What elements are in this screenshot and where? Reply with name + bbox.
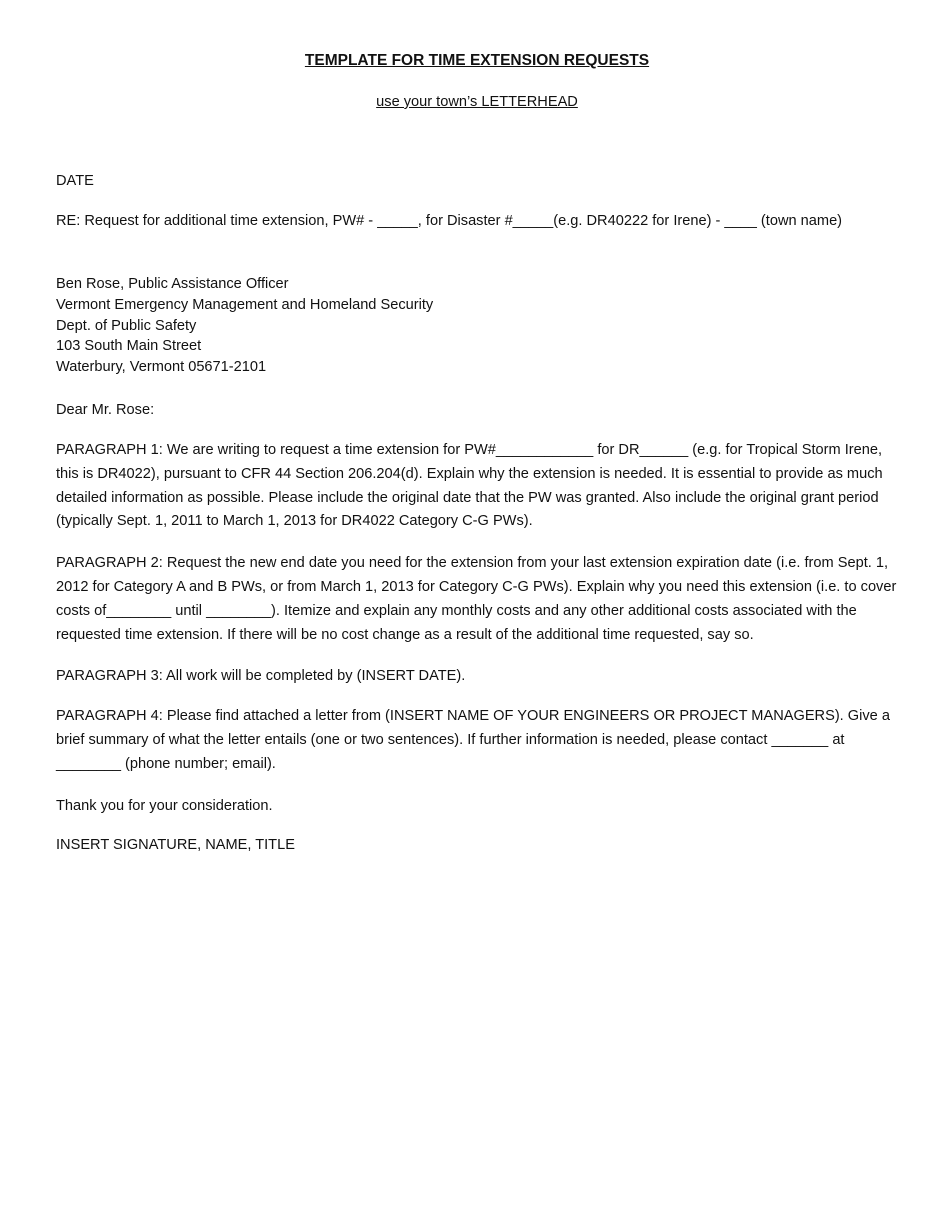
address-line: Waterbury, Vermont 05671-2101 [56, 359, 267, 376]
address-line: 103 South Main Street [56, 338, 202, 355]
paragraph-1: PARAGRAPH 1: We are writing to request a time extension for PW#____________ for DR______ (e.g. for Tropical Storm Irene, this is DR4022), pursuant to CFR 44 Section 206.204(d). Explain why the extension is needed. It is essential to provide as much detailed information as possible. Please include the original date that the PW was granted. Also include the original grant period (typically Sept. 1, 2011 to March 1, 2013 for DR4022 Category C-G PWs). [56, 441, 883, 530]
subject-line: RE: Request for additional time extension, PW# - _____, for Disaster #_____(e.g. DR40222 for Irene) - ____ (town name) [56, 213, 843, 229]
salutation: Dear Mr. Rose: [56, 401, 155, 418]
closing-line: Thank you for your consideration. [56, 797, 273, 814]
address-line: Ben Rose, Public Assistance Officer [56, 276, 289, 292]
letter-template-page [56, 50, 898, 856]
paragraph-4: PARAGRAPH 4: Please find attached a letter from (INSERT NAME OF YOUR ENGINEERS OR PROJECT MANAGERS). Give a brief summary of what the letter entails (one or two sentences). If further information is needed, please contact _______ at ________ (phone number; email). [56, 708, 890, 772]
signature-placeholder: INSERT SIGNATURE, NAME, TITLE [56, 836, 295, 853]
paragraph-2: PARAGRAPH 2: Request the new end date you need for the extension from your last extension expiration date (i.e. from Sept. 1, 2012 for Category A and B PWs, or from March 1, 2013 for Category C-G PWs). Explain why you need this extension (i.e. to cover costs of________ until ________). Itemize and explain any monthly costs and any other additional costs associated with the requested time extension. If there will be no cost change as a result of the additional time requested, say so. [56, 555, 897, 643]
paragraph-3: PARAGRAPH 3: All work will be completed by (INSERT DATE). [56, 668, 466, 685]
address-line: Vermont Emergency Management and Homeland Security [56, 296, 434, 313]
letterhead-instruction: use your town’s LETTERHEAD [376, 94, 578, 110]
date-placeholder: DATE [56, 173, 94, 189]
document-title: TEMPLATE FOR TIME EXTENSION REQUESTS [304, 52, 650, 69]
address-line: Dept. of Public Safety [56, 317, 197, 334]
recipient-address [56, 274, 898, 378]
